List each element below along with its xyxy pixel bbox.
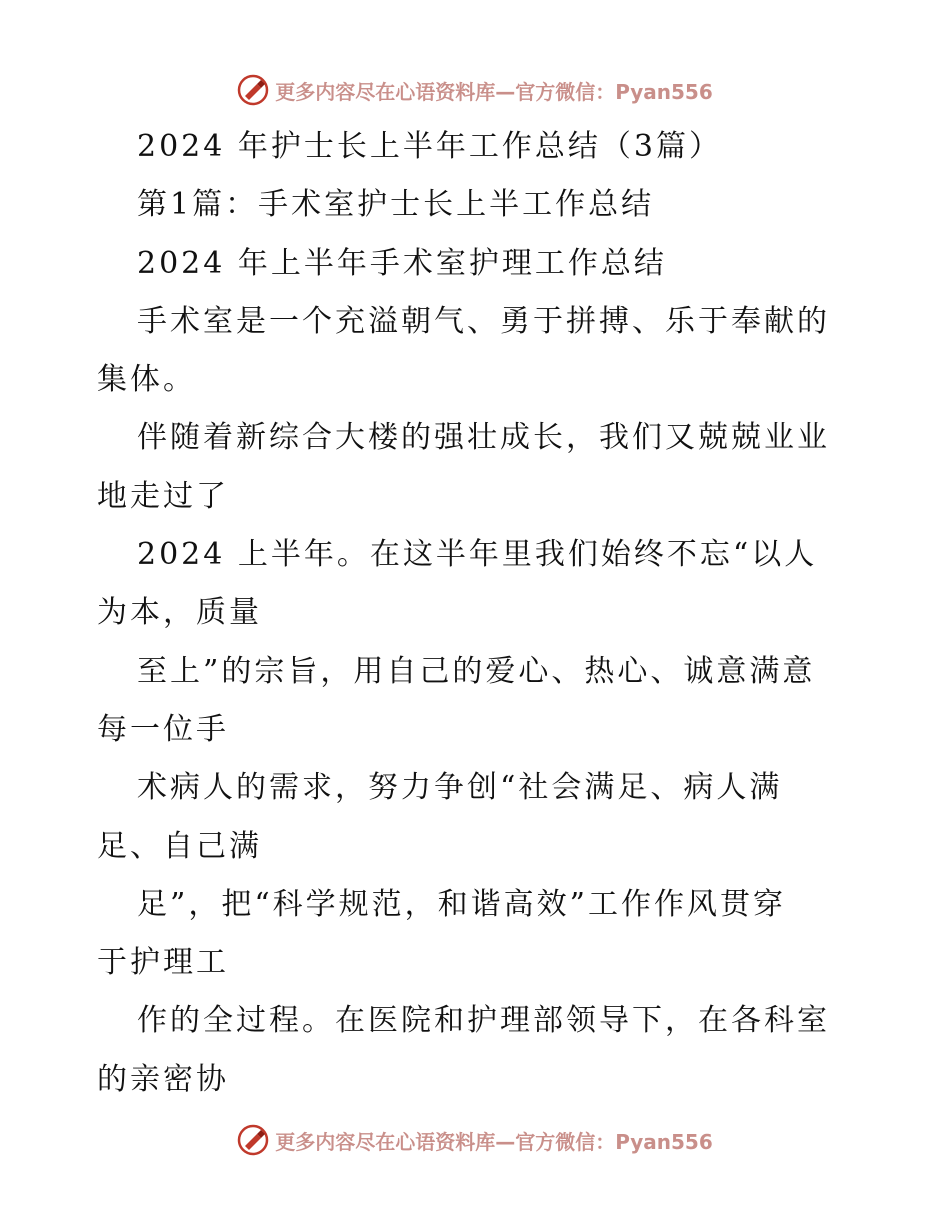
header-watermark-banner: [0, 70, 950, 110]
paragraph-line: 2024 上半年。在这半年里我们始终不忘“以人: [137, 537, 818, 573]
footer-watermark-banner: [0, 1120, 950, 1160]
paragraph-line: 为本，质量: [97, 595, 262, 631]
document-title: 2024 年护士长上半年工作总结（3篇）: [137, 129, 722, 164]
subsection-heading: 2024 年上半年手术室护理工作总结: [137, 245, 667, 281]
paragraph-line: 的亲密协: [97, 1061, 229, 1097]
paragraph-line: 于护理工: [97, 945, 229, 981]
paragraph-line: 足”，把“科学规范，和谐高效”工作作风贯穿: [137, 886, 787, 922]
paragraph-line: 伴随着新综合大楼的强壮成长，我们又兢兢业业: [137, 420, 830, 456]
section-heading: 第1篇：手术室护士长上半工作总结: [137, 187, 655, 223]
paragraph-line: 地走过了: [97, 478, 229, 514]
footer-banner-text: 更多内容尽在心语资料库—官方微信：Pyan556: [275, 1129, 713, 1154]
pen-logo-icon: [237, 1124, 269, 1156]
paragraph-line: 作的全过程。在医院和护理部领导下，在各科室: [137, 1003, 830, 1039]
paragraph-line: 手术室是一个充溢朝气、勇于拼搏、乐于奉献的: [137, 303, 830, 339]
paragraph-line: 足、自己满: [97, 828, 262, 864]
document-body: [97, 118, 857, 1109]
header-banner-text: 更多内容尽在心语资料库—官方微信：Pyan556: [275, 79, 713, 104]
pen-logo-icon: [237, 74, 269, 106]
paragraph-line: 至上”的宗旨，用自己的爱心、热心、诚意满意: [137, 653, 816, 689]
paragraph-line: 每一位手: [97, 711, 229, 747]
paragraph-line: 术病人的需求，努力争创“社会满足、病人满: [137, 770, 783, 806]
paragraph-line: 集体。: [97, 362, 196, 398]
